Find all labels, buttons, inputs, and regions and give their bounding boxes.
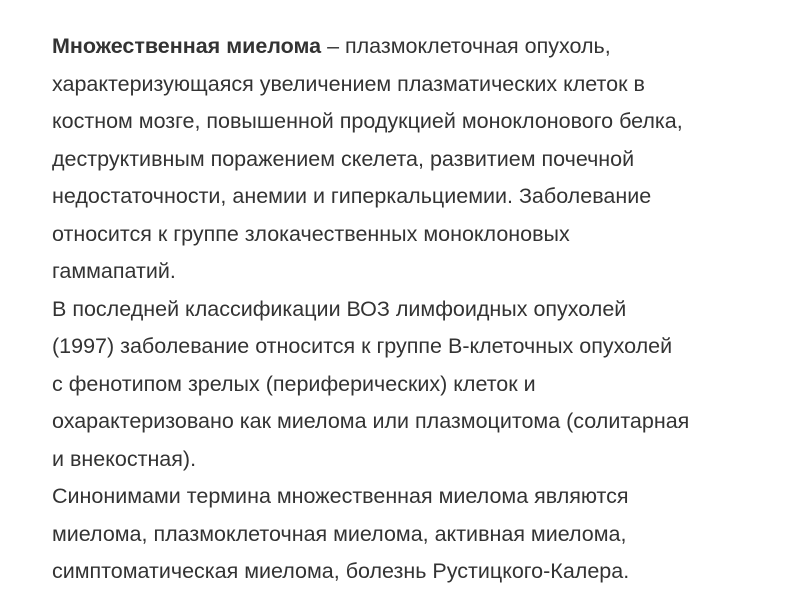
text-line-4: деструктивным поражением скелета, развитием почечной: [52, 146, 635, 171]
text-line-2: характеризующаяся увеличением плазматических клеток в: [52, 71, 645, 96]
text-line-10: с фенотипом зрелых (периферических) клеток и: [52, 371, 536, 396]
text-line-5: недостаточности, анемии и гиперкальциемии. Заболевание: [52, 184, 652, 208]
text-line-11: охарактеризовано как миелома или плазмоцитома (солитарная: [52, 409, 690, 433]
definition-start: – плазмоклеточная опухоль,: [321, 34, 611, 58]
text-line-1: [52, 28, 772, 66]
text-line-8: В последней классификации ВОЗ лимфоидных опухолей: [52, 296, 627, 321]
defined-term: Множественная миелома: [52, 34, 322, 58]
text-line-13: Синонимами термина множественная миелома являются: [52, 484, 629, 508]
text-line-3: костном мозге, повышенной продукцией моноклонового белка,: [52, 109, 683, 133]
definition-text: [52, 28, 772, 591]
text-line-7: гаммапатий.: [52, 259, 176, 283]
text-line-6: относится к группе злокачественных моноклоновых: [52, 221, 570, 246]
text-line-12: и внекостная).: [52, 446, 197, 471]
text-line-9: (1997) заболевание относится к группе В-клеточных опухолей: [52, 334, 673, 358]
text-line-15: симптоматическая миелома, болезнь Рустицкого-Калера.: [52, 559, 630, 583]
text-line-14: миелома, плазмоклеточная миелома, активная миелома,: [52, 521, 627, 546]
